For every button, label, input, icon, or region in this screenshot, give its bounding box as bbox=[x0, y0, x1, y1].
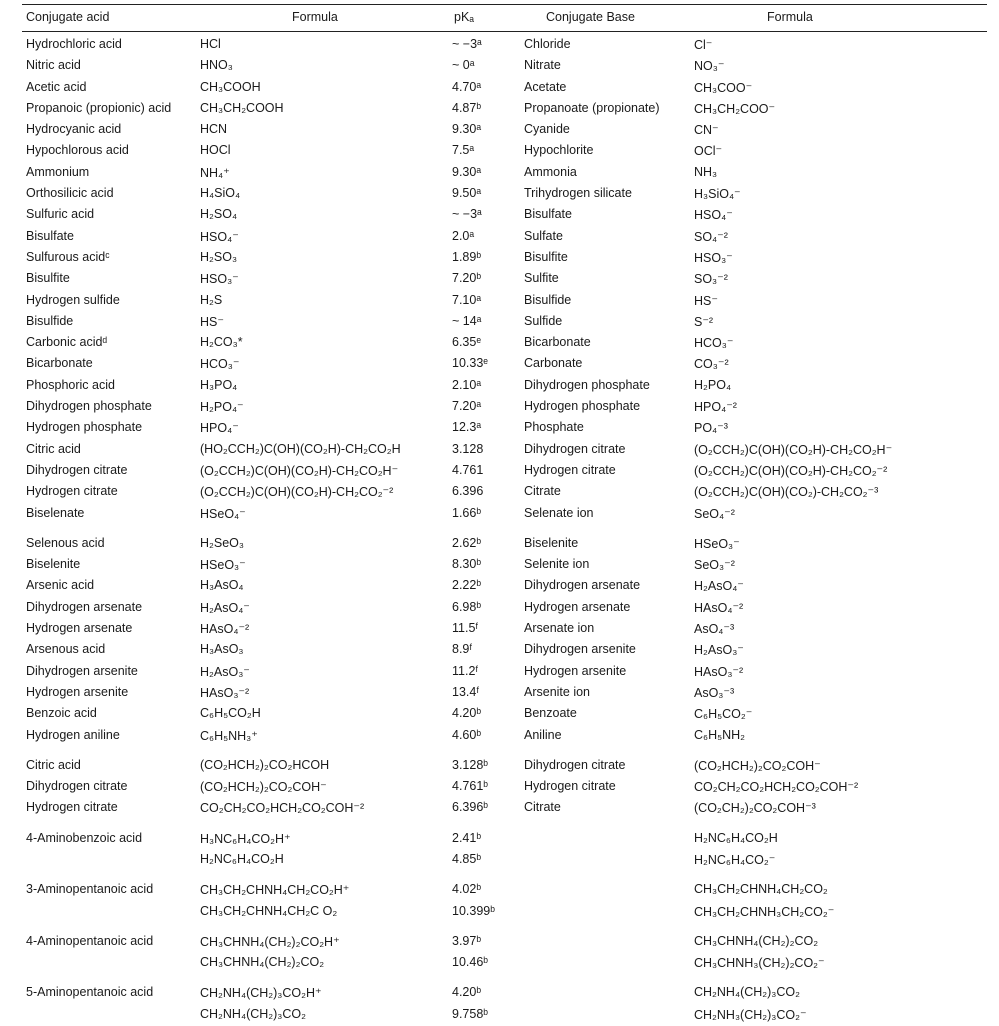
base-formula: C₆H₅CO₂⁻ bbox=[694, 707, 753, 722]
acid-formula: CH₃CH₂COOH bbox=[200, 100, 284, 115]
base-name: Arsenite ion bbox=[524, 684, 591, 699]
base-name: Sulfate bbox=[524, 228, 563, 243]
pka-value: 1.66ᵇ bbox=[452, 505, 482, 520]
base-formula: CH₂NH₄(CH₂)₃CO₂ bbox=[694, 985, 800, 1000]
acid-formula: C₆H₅CO₂H bbox=[200, 706, 261, 721]
acid-formula: CO₂CH₂CO₂HCH₂CO₂COH⁻² bbox=[200, 801, 365, 816]
table-row bbox=[22, 163, 987, 184]
table-row bbox=[22, 619, 987, 640]
acid-formula: H₃PO₄ bbox=[200, 377, 238, 392]
base-formula: SO₃⁻² bbox=[694, 272, 728, 287]
pka-value: 6.98ᵇ bbox=[452, 599, 482, 614]
pka-value: 7.10ᵃ bbox=[452, 292, 481, 307]
acid-formula: HS⁻ bbox=[200, 314, 224, 329]
table-row bbox=[22, 333, 987, 354]
table-row bbox=[22, 397, 987, 418]
acid-formula: HCN bbox=[200, 122, 228, 137]
base-name: Dihydrogen citrate bbox=[524, 757, 626, 772]
table-row bbox=[22, 312, 987, 333]
acid-name: Selenous acid bbox=[26, 535, 105, 550]
base-name: Hydrogen arsenite bbox=[524, 663, 627, 678]
base-name: Dihydrogen arsenite bbox=[524, 642, 636, 657]
base-name: Dihydrogen arsenate bbox=[524, 578, 641, 593]
acid-name: Dihydrogen arsenate bbox=[26, 599, 143, 614]
base-name: Dihydrogen citrate bbox=[524, 441, 626, 456]
base-name: Bisulfide bbox=[524, 292, 572, 307]
pka-value: ~ −3ᵃ bbox=[452, 37, 482, 51]
pka-value: 3.128 bbox=[452, 441, 484, 456]
base-formula: SeO₃⁻² bbox=[694, 558, 735, 573]
base-formula: HSO₃⁻ bbox=[694, 250, 733, 265]
acid-formula: H₃AsO₃ bbox=[200, 642, 244, 657]
pka-value: 9.30ᵃ bbox=[452, 164, 481, 179]
base-name: Hydrogen citrate bbox=[524, 462, 616, 477]
pka-value: 9.50ᵃ bbox=[452, 186, 481, 201]
base-name: Sulfide bbox=[524, 313, 563, 328]
pka-value: 4.761ᵇ bbox=[452, 779, 488, 794]
table-header bbox=[22, 4, 987, 32]
pka-value: 4.87ᵇ bbox=[452, 100, 482, 115]
acid-formula: CH₃CH₂CHNH₄CH₂CO₂H⁺ bbox=[200, 883, 350, 898]
pka-value: 4.70ᵃ bbox=[452, 79, 481, 94]
table-row bbox=[22, 953, 987, 974]
pka-value: 4.761 bbox=[452, 462, 484, 477]
base-formula: (CO₂CH₂)₂CO₂COH⁻³ bbox=[694, 801, 816, 816]
base-name: Bisulfite bbox=[524, 249, 568, 264]
base-name: Bisulfate bbox=[524, 207, 572, 222]
acid-formula: CH₃CHNH₄(CH₂)₂CO₂H⁺ bbox=[200, 934, 340, 949]
base-formula: H₂NC₆H₄CO₂⁻ bbox=[694, 852, 776, 867]
table-row bbox=[22, 227, 987, 248]
base-name: Aniline bbox=[524, 727, 562, 742]
pka-value: 10.399ᵇ bbox=[452, 903, 495, 918]
pka-value: 4.20ᵇ bbox=[452, 706, 482, 721]
base-formula: NH₃ bbox=[694, 164, 718, 179]
base-formula: (O₂CCH₂)C(OH)(CO₂H)-CH₂CO₂⁻² bbox=[694, 463, 888, 478]
base-name: Hypochlorite bbox=[524, 143, 594, 158]
base-formula: CH₃CH₂CHNH₄CH₂CO₂ bbox=[694, 882, 828, 897]
base-name: Selenite ion bbox=[524, 557, 590, 572]
table-row bbox=[22, 440, 987, 461]
acid-name: Hydrogen arsenate bbox=[26, 621, 133, 636]
pka-value: 2.10ᵃ bbox=[452, 377, 481, 392]
acid-name: Dihydrogen arsenite bbox=[26, 663, 138, 678]
table-row bbox=[22, 504, 987, 525]
acid-formula: HSO₄⁻ bbox=[200, 229, 239, 244]
acid-name: Citric acid bbox=[26, 757, 81, 772]
table-row bbox=[22, 683, 987, 704]
acid-name: Acetic acid bbox=[26, 79, 87, 94]
base-formula: HAsO₄⁻² bbox=[694, 600, 744, 615]
row-gap bbox=[22, 871, 987, 880]
table-row bbox=[22, 269, 987, 290]
table-row bbox=[22, 902, 987, 923]
acid-formula: HSeO₃⁻ bbox=[200, 558, 246, 573]
table-row bbox=[22, 482, 987, 503]
acid-formula: (CO₂HCH₂)₂CO₂HCOH bbox=[200, 757, 330, 772]
acid-formula: H₂CO₃* bbox=[200, 335, 243, 350]
acid-name: Hydrogen arsenite bbox=[26, 684, 129, 699]
pka-value: 12.3ᵃ bbox=[452, 420, 481, 435]
table-body bbox=[22, 35, 987, 1026]
base-name: Sulfite bbox=[524, 271, 559, 286]
pka-value: 11.2ᶠ bbox=[452, 663, 479, 678]
pka-value: 11.5ᶠ bbox=[452, 621, 479, 636]
base-formula: HSeO₃⁻ bbox=[694, 536, 740, 551]
table-row bbox=[22, 555, 987, 576]
base-formula: CH₃CH₂CHNH₃CH₂CO₂⁻ bbox=[694, 904, 835, 919]
acid-formula: HCO₃⁻ bbox=[200, 357, 240, 372]
acid-name: Ammonium bbox=[26, 164, 90, 179]
acid-name: Bisulfite bbox=[26, 271, 70, 286]
table-row bbox=[22, 248, 987, 269]
table-row bbox=[22, 756, 987, 777]
pka-value: 10.33ᵉ bbox=[452, 356, 488, 371]
base-formula: H₂PO₄ bbox=[694, 377, 732, 392]
table-row bbox=[22, 983, 987, 1004]
base-formula: CO₂CH₂CO₂HCH₂CO₂COH⁻² bbox=[694, 780, 859, 795]
table-row bbox=[22, 576, 987, 597]
pka-value: 3.128ᵇ bbox=[452, 757, 488, 772]
acid-formula: H₂SeO₃ bbox=[200, 535, 244, 550]
base-formula: SO₄⁻² bbox=[694, 229, 728, 244]
base-formula: CH₃COO⁻ bbox=[694, 80, 753, 95]
table-row bbox=[22, 534, 987, 555]
acid-name: Hydrochloric acid bbox=[26, 37, 122, 51]
acid-formula: HAsO₃⁻² bbox=[200, 685, 250, 700]
pka-value: 2.0ᵃ bbox=[452, 228, 475, 243]
table-row bbox=[22, 354, 987, 375]
acid-name: Carbonic acidᵈ bbox=[26, 335, 108, 350]
acid-name: Dihydrogen citrate bbox=[26, 779, 128, 794]
table-row bbox=[22, 120, 987, 141]
base-name: Dihydrogen phosphate bbox=[524, 377, 650, 392]
acid-name: Dihydrogen phosphate bbox=[26, 399, 152, 414]
base-formula: CH₃CH₂COO⁻ bbox=[694, 101, 776, 116]
acid-formula: H₂S bbox=[200, 292, 223, 307]
base-formula: H₂AsO₃⁻ bbox=[694, 643, 744, 658]
acid-name: Bisulfate bbox=[26, 228, 74, 243]
acid-name: Hydrogen phosphate bbox=[26, 420, 143, 435]
pka-value: 2.41ᵇ bbox=[452, 830, 482, 845]
pka-value: 7.5ᵃ bbox=[452, 143, 475, 158]
acid-name: Hydrogen citrate bbox=[26, 484, 118, 499]
row-gap bbox=[22, 820, 987, 829]
acid-formula: NH₄⁺ bbox=[200, 165, 230, 180]
acid-name: Hydrogen citrate bbox=[26, 800, 118, 815]
acid-formula: H₂SO₄ bbox=[200, 207, 238, 222]
base-name: Cyanide bbox=[524, 122, 570, 137]
base-name: Biselenite bbox=[524, 535, 579, 550]
acid-name: 4-Aminopentanoic acid bbox=[26, 933, 154, 948]
table-row bbox=[22, 205, 987, 226]
base-name: Benzoate bbox=[524, 706, 577, 721]
pka-value: ~ 14ᵃ bbox=[452, 313, 482, 328]
base-formula: HCO₃⁻ bbox=[694, 336, 734, 351]
table-row bbox=[22, 78, 987, 99]
acid-name: Bicarbonate bbox=[26, 356, 93, 371]
row-gap bbox=[22, 923, 987, 932]
base-formula: CO₃⁻² bbox=[694, 357, 729, 372]
base-formula: (O₂CCH₂)C(OH)(CO₂H)-CH₂CO₂H⁻ bbox=[694, 442, 893, 457]
table-row bbox=[22, 291, 987, 312]
acid-formula: HOCl bbox=[200, 143, 231, 158]
base-name: Citrate bbox=[524, 800, 561, 815]
pka-value: 1.89ᵇ bbox=[452, 249, 482, 264]
acid-formula: (O₂CCH₂)C(OH)(CO₂H)-CH₂CO₂H⁻ bbox=[200, 463, 399, 478]
base-formula: H₃SiO₄⁻ bbox=[694, 187, 741, 202]
base-name: Phosphate bbox=[524, 420, 584, 435]
base-name: Citrate bbox=[524, 484, 561, 499]
acid-name: Bisulfide bbox=[26, 313, 74, 328]
pka-value: 8.30ᵇ bbox=[452, 557, 482, 572]
base-formula: H₂AsO₄⁻ bbox=[694, 579, 744, 594]
base-name: Trihydrogen silicate bbox=[524, 186, 632, 201]
pka-value: 10.46ᵇ bbox=[452, 955, 488, 970]
acid-formula: CH₃CH₂CHNH₄CH₂C O₂ bbox=[200, 903, 338, 918]
acid-formula: CH₃CHNH₄(CH₂)₂CO₂ bbox=[200, 955, 325, 970]
base-formula: CH₂NH₃(CH₂)₃CO₂⁻ bbox=[694, 1007, 807, 1022]
pka-table bbox=[22, 4, 987, 1026]
pka-value: 8.9ᶠ bbox=[452, 642, 473, 657]
row-gap bbox=[22, 747, 987, 756]
base-formula: AsO₃⁻³ bbox=[694, 685, 735, 700]
base-formula: S⁻² bbox=[694, 314, 714, 329]
base-name: Carbonate bbox=[524, 356, 583, 371]
base-formula: OCl⁻ bbox=[694, 144, 723, 159]
acid-name: Arsenic acid bbox=[26, 578, 95, 593]
acid-name: 5-Aminopentanoic acid bbox=[26, 985, 154, 1000]
base-name: Hydrogen citrate bbox=[524, 779, 616, 794]
table-row bbox=[22, 798, 987, 819]
acid-formula: (CO₂HCH₂)₂CO₂COH⁻ bbox=[200, 780, 327, 795]
table-row bbox=[22, 662, 987, 683]
acid-formula: H₂AsO₃⁻ bbox=[200, 664, 250, 679]
base-name: Bicarbonate bbox=[524, 335, 591, 350]
header-conjugate-base: Conjugate Base bbox=[546, 10, 635, 24]
acid-name: Orthosilicic acid bbox=[26, 186, 114, 201]
base-formula: HPO₄⁻² bbox=[694, 400, 737, 415]
base-formula: CH₃CHNH₃(CH₂)₂CO₂⁻ bbox=[694, 956, 825, 971]
acid-formula: (HO₂CCH₂)C(OH)(CO₂H)-CH₂CO₂H bbox=[200, 441, 401, 456]
acid-formula: H₂NC₆H₄CO₂H bbox=[200, 851, 284, 866]
acid-name: 3-Aminopentanoic acid bbox=[26, 882, 154, 897]
base-name: Hydrogen arsenate bbox=[524, 599, 631, 614]
acid-name: Hydrocyanic acid bbox=[26, 122, 122, 137]
acid-formula: H₄SiO₄ bbox=[200, 186, 241, 201]
table-row bbox=[22, 598, 987, 619]
acid-formula: H₂PO₄⁻ bbox=[200, 400, 244, 415]
table-row bbox=[22, 99, 987, 120]
pka-value: 4.60ᵇ bbox=[452, 727, 482, 742]
base-formula: CH₃CHNH₄(CH₂)₂CO₂ bbox=[694, 933, 819, 948]
base-formula: HS⁻ bbox=[694, 293, 718, 308]
acid-name: Sulfuric acid bbox=[26, 207, 95, 222]
acid-formula: H₂SO₃ bbox=[200, 249, 238, 264]
acid-name: Propanoic (propionic) acid bbox=[26, 100, 172, 115]
table-row bbox=[22, 880, 987, 901]
acid-name: Dihydrogen citrate bbox=[26, 462, 128, 477]
table-row bbox=[22, 932, 987, 953]
base-name: Chloride bbox=[524, 37, 571, 51]
row-gap bbox=[22, 974, 987, 983]
pka-value: 7.20ᵇ bbox=[452, 271, 482, 286]
pka-value: 9.758ᵇ bbox=[452, 1006, 488, 1021]
acid-name: Benzoic acid bbox=[26, 706, 97, 721]
base-formula: (O₂CCH₂)C(OH)(CO₂)-CH₂CO₂⁻³ bbox=[694, 485, 879, 500]
pka-value: ~ −3ᵃ bbox=[452, 207, 482, 222]
acid-name: 4-Aminobenzoic acid bbox=[26, 830, 143, 845]
acid-formula: HNO₃ bbox=[200, 58, 233, 73]
pka-value: ~ 0ᵃ bbox=[452, 58, 475, 73]
acid-formula: (O₂CCH₂)C(OH)(CO₂H)-CH₂CO₂⁻² bbox=[200, 485, 394, 500]
base-formula: NO₃⁻ bbox=[694, 59, 725, 74]
acid-formula: H₃AsO₄ bbox=[200, 578, 244, 593]
table-row bbox=[22, 829, 987, 850]
base-formula: AsO₄⁻³ bbox=[694, 622, 735, 637]
table-row bbox=[22, 56, 987, 77]
header-base-formula: Formula bbox=[767, 10, 813, 24]
pka-value: 4.02ᵇ bbox=[452, 882, 482, 897]
base-name: Hydrogen phosphate bbox=[524, 399, 641, 414]
base-name: Nitrate bbox=[524, 58, 561, 73]
base-formula: CN⁻ bbox=[694, 123, 719, 138]
base-formula: SeO₄⁻² bbox=[694, 506, 735, 521]
table-row bbox=[22, 461, 987, 482]
pka-value: 2.22ᵇ bbox=[452, 578, 482, 593]
acid-formula: HPO₄⁻ bbox=[200, 421, 239, 436]
header-pka: pKₐ bbox=[454, 10, 474, 24]
table-row bbox=[22, 640, 987, 661]
acid-formula: HSeO₄⁻ bbox=[200, 506, 246, 521]
pka-value: 13.4ᶠ bbox=[452, 684, 480, 699]
acid-formula: H₃NC₆H₄CO₂H⁺ bbox=[200, 831, 291, 846]
pka-value: 6.396ᵇ bbox=[452, 800, 488, 815]
pka-value: 6.396 bbox=[452, 484, 484, 499]
acid-name: Biselenate bbox=[26, 505, 85, 520]
acid-name: Citric acid bbox=[26, 441, 81, 456]
header-acid-formula: Formula bbox=[292, 10, 338, 24]
acid-name: Hypochlorous acid bbox=[26, 143, 129, 158]
acid-name: Arsenous acid bbox=[26, 642, 106, 657]
base-name: Arsenate ion bbox=[524, 621, 595, 636]
pka-value: 2.62ᵇ bbox=[452, 535, 482, 550]
base-formula: HAsO₃⁻² bbox=[694, 664, 744, 679]
table-row bbox=[22, 1005, 987, 1026]
table-row bbox=[22, 777, 987, 798]
table-row bbox=[22, 35, 987, 56]
pka-value: 7.20ᵃ bbox=[452, 399, 481, 414]
base-name: Ammonia bbox=[524, 164, 577, 179]
table-row bbox=[22, 850, 987, 871]
table-row bbox=[22, 376, 987, 397]
pka-value: 4.85ᵇ bbox=[452, 851, 482, 866]
acid-name: Phosphoric acid bbox=[26, 377, 115, 392]
acid-formula: CH₂NH₄(CH₂)₃CO₂ bbox=[200, 1006, 306, 1021]
base-formula: C₆H₅NH₂ bbox=[694, 727, 746, 742]
base-formula: H₂NC₆H₄CO₂H bbox=[694, 830, 778, 845]
acid-name: Hydrogen aniline bbox=[26, 727, 120, 742]
base-formula: HSO₄⁻ bbox=[694, 208, 733, 223]
table-row bbox=[22, 726, 987, 747]
acid-formula: CH₂NH₄(CH₂)₃CO₂H⁺ bbox=[200, 986, 322, 1001]
acid-name: Biselenite bbox=[26, 557, 81, 572]
table-row bbox=[22, 184, 987, 205]
base-name: Propanoate (propionate) bbox=[524, 100, 660, 115]
pka-value: 6.35ᵉ bbox=[452, 335, 481, 350]
base-formula: (CO₂HCH₂)₂CO₂COH⁻ bbox=[694, 758, 821, 773]
row-gap bbox=[22, 525, 987, 534]
pka-value: 3.97ᵇ bbox=[452, 933, 482, 948]
base-formula: Cl⁻ bbox=[694, 38, 713, 52]
pka-value: 4.20ᵇ bbox=[452, 985, 482, 1000]
base-name: Selenate ion bbox=[524, 505, 594, 520]
table-row bbox=[22, 141, 987, 162]
acid-name: Sulfurous acidᶜ bbox=[26, 249, 110, 264]
table-row bbox=[22, 418, 987, 439]
base-formula: PO₄⁻³ bbox=[694, 421, 728, 436]
acid-formula: C₆H₅NH₃⁺ bbox=[200, 728, 258, 743]
acid-formula: HAsO₄⁻² bbox=[200, 622, 250, 637]
header-conjugate-acid: Conjugate acid bbox=[26, 10, 110, 24]
pka-value: 9.30ᵃ bbox=[452, 122, 481, 137]
base-name: Acetate bbox=[524, 79, 567, 94]
acid-formula: HSO₃⁻ bbox=[200, 272, 239, 287]
acid-formula: CH₃COOH bbox=[200, 79, 261, 94]
table-row bbox=[22, 704, 987, 725]
acid-name: Hydrogen sulfide bbox=[26, 292, 120, 307]
acid-formula: HCl bbox=[200, 37, 221, 51]
acid-name: Nitric acid bbox=[26, 58, 81, 73]
acid-formula: H₂AsO₄⁻ bbox=[200, 600, 250, 615]
